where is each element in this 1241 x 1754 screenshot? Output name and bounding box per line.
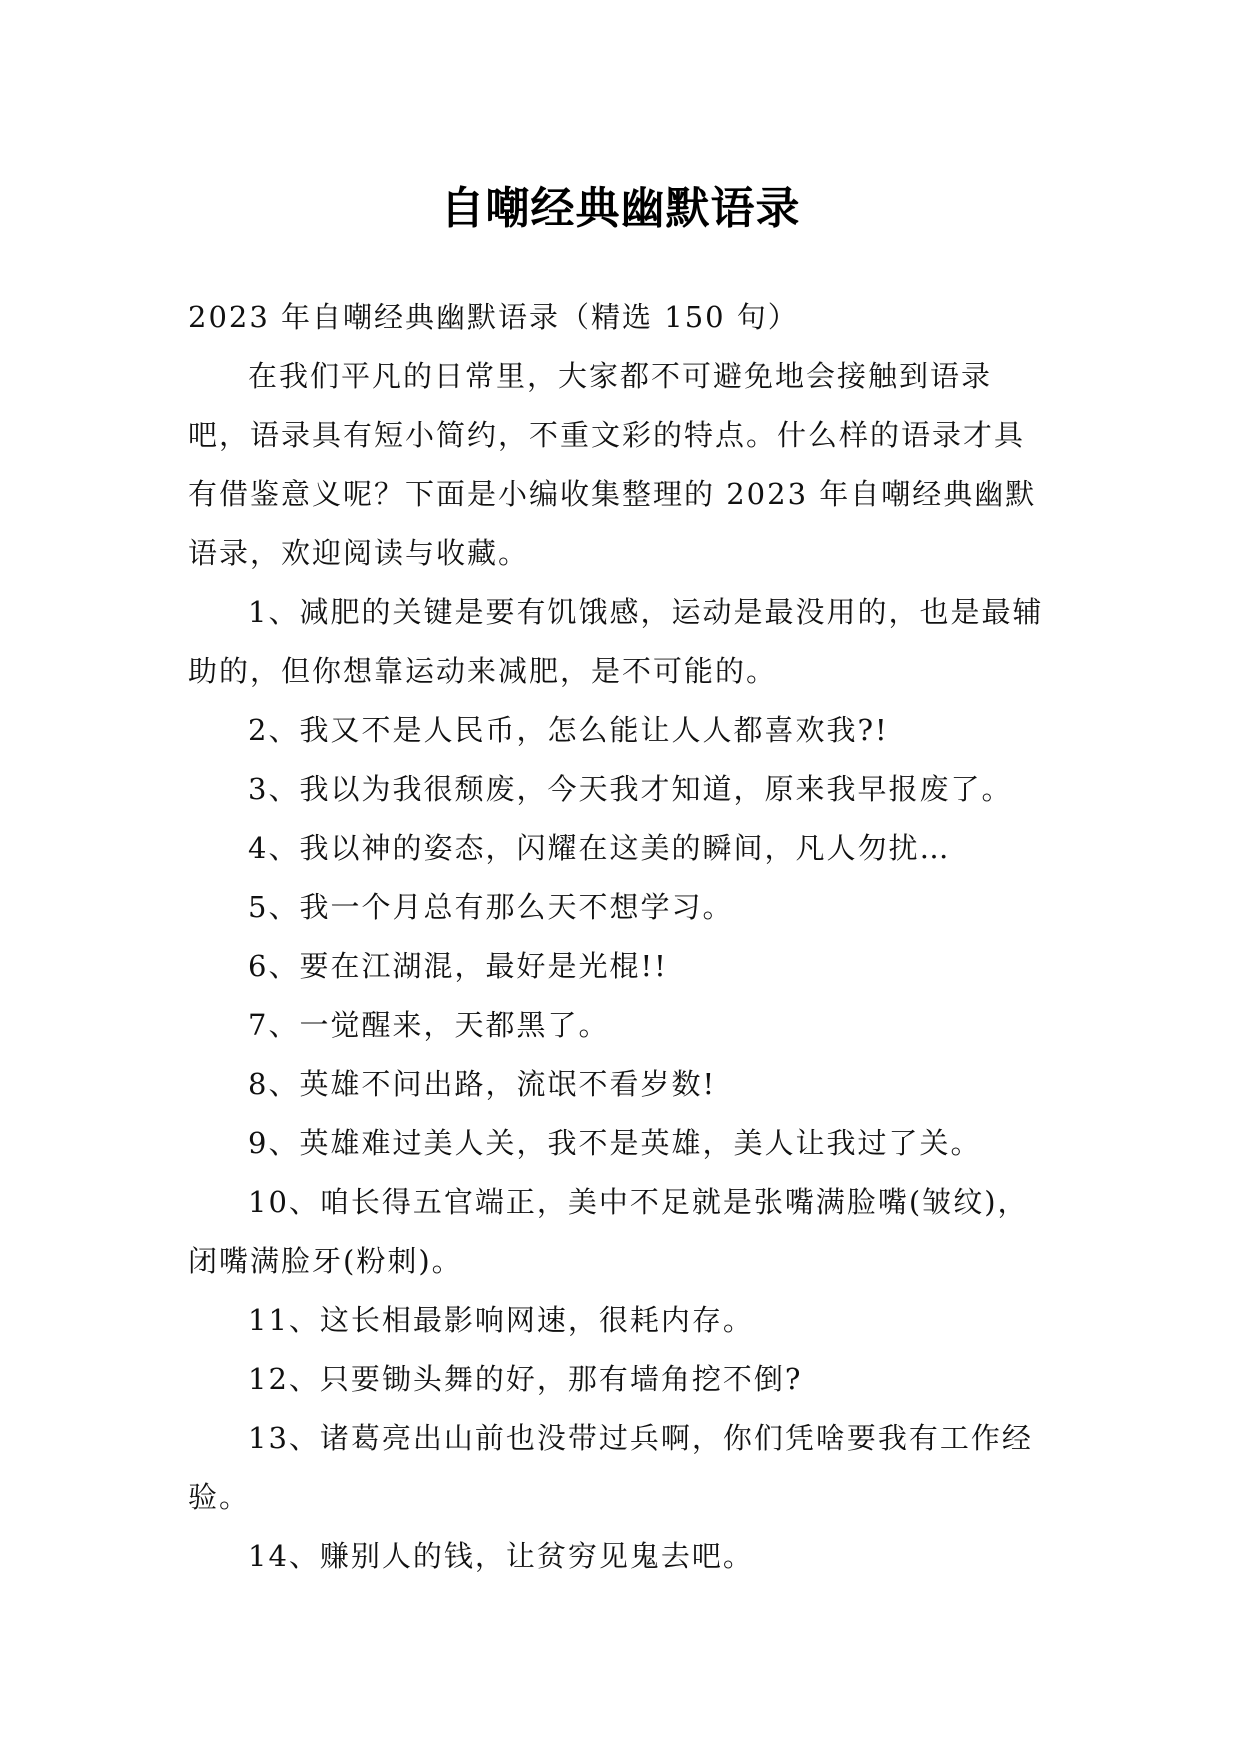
quote-item: 14、赚别人的钱，让贫穷见鬼去吧。 [248,1539,754,1573]
quote-item: 4、我以神的姿态，闪耀在这美的瞬间，凡人勿扰… [248,831,951,865]
quote-item: 6、要在江湖混，最好是光棍!! [248,949,668,983]
quote-item: 1、减肥的关键是要有饥饿感，运动是最没用的，也是最辅助的，但你想靠运动来减肥，是不可能的。 [188,595,1044,688]
document-title: 自嘲经典幽默语录 [440,183,801,235]
quote-item: 9、英雄难过美人关，我不是英雄，美人让我过了关。 [248,1126,982,1160]
quote-item: 7、一觉醒来，天都黑了。 [248,1008,610,1042]
quote-item: 11、这长相最影响网速，很耗内存。 [248,1303,754,1337]
quote-item: 8、英雄不问出路，流氓不看岁数! [248,1067,717,1101]
quote-item: 3、我以为我很颓废，今天我才知道，原来我早报废了。 [248,772,1013,806]
quote-item: 10、咱长得五官端正，美中不足就是张嘴满脸嘴(皱纹)，闭嘴满脸牙(粉刺)。 [188,1185,1029,1278]
quote-item: 12、只要锄头舞的好，那有墙角挖不倒? [248,1362,803,1396]
document-subtitle: 2023 年自嘲经典幽默语录（精选 150 句） [188,300,799,334]
quote-item: 13、诸葛亮出山前也没带过兵啊，你们凭啥要我有工作经验。 [188,1421,1033,1514]
intro-paragraph: 在我们平凡的日常里，大家都不可避免地会接触到语录吧，语录具有短小简约，不重文彩的特点。什么样的语录才具有借鉴意义呢？下面是小编收集整理的 2023 年自嘲经典幽默语录，欢迎阅读与收藏。 [188,359,1037,570]
quote-item: 5、我一个月总有那么天不想学习。 [248,890,734,924]
document-body [188,288,1046,1586]
quote-item: 2、我又不是人民币，怎么能让人人都喜欢我?! [248,713,889,747]
